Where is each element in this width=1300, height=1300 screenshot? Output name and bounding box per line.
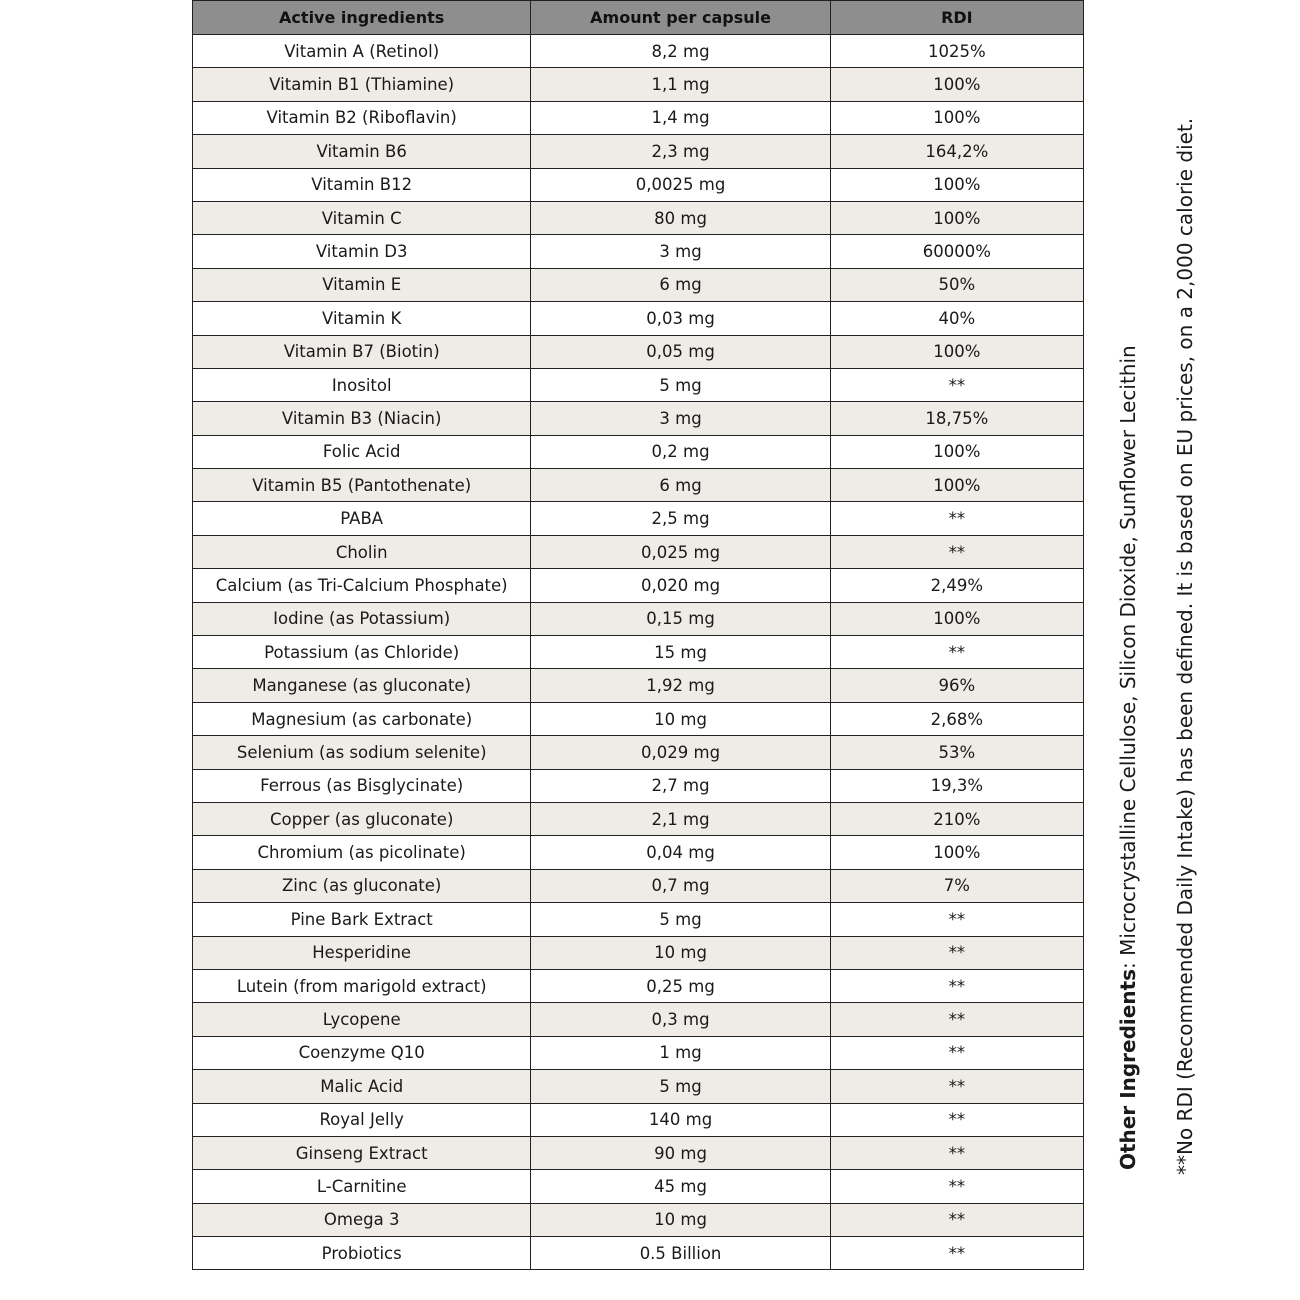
ingredient-cell: Vitamin B3 (Niacin) [193,402,531,435]
header-rdi: RDI [830,1,1083,35]
table-row [193,435,1084,468]
rdi-cell: 210% [830,802,1083,835]
ingredient-cell: L-Carnitine [193,1170,531,1203]
ingredient-cell: Manganese (as gluconate) [193,669,531,702]
rdi-cell: 7% [830,869,1083,902]
ingredient-cell: Zinc (as gluconate) [193,869,531,902]
rdi-cell: 2,49% [830,569,1083,602]
amount-cell: 6 mg [531,469,830,502]
amount-cell: 15 mg [531,636,830,669]
rdi-cell: 53% [830,736,1083,769]
table-header-row [193,1,1084,35]
other-ingredients-note [1116,345,1140,1170]
amount-cell: 10 mg [531,702,830,735]
table-row [193,903,1084,936]
table-row [193,1170,1084,1203]
ingredient-cell: Vitamin E [193,268,531,301]
ingredient-cell: Malic Acid [193,1070,531,1103]
amount-cell: 10 mg [531,1203,830,1236]
table-row [193,35,1084,68]
table-row [193,469,1084,502]
ingredient-cell: Hesperidine [193,936,531,969]
table-row [193,702,1084,735]
table-row [193,1070,1084,1103]
table-row [193,569,1084,602]
ingredient-cell: Chromium (as picolinate) [193,836,531,869]
rdi-cell: ** [830,1036,1083,1069]
rdi-cell: ** [830,936,1083,969]
rdi-cell: 100% [830,335,1083,368]
amount-cell: 0,25 mg [531,969,830,1002]
rdi-cell: ** [830,1237,1083,1270]
ingredient-cell: Selenium (as sodium selenite) [193,736,531,769]
rdi-cell: 164,2% [830,135,1083,168]
rdi-cell: ** [830,1003,1083,1036]
table-body [193,35,1084,1270]
amount-cell: 2,7 mg [531,769,830,802]
ingredient-cell: Vitamin A (Retinol) [193,35,531,68]
table-row [193,869,1084,902]
table-row [193,168,1084,201]
amount-cell: 2,1 mg [531,802,830,835]
rdi-cell: ** [830,1170,1083,1203]
ingredient-cell: Vitamin B6 [193,135,531,168]
ingredient-cell: Cholin [193,535,531,568]
table-row [193,201,1084,234]
rdi-cell: 1025% [830,35,1083,68]
amount-cell: 1,92 mg [531,669,830,702]
ingredient-cell: Vitamin K [193,302,531,335]
table-row [193,669,1084,702]
table-row [193,502,1084,535]
ingredient-cell: PABA [193,502,531,535]
rdi-cell: 100% [830,101,1083,134]
amount-cell: 2,5 mg [531,502,830,535]
rdi-cell: 40% [830,302,1083,335]
ingredient-cell: Lycopene [193,1003,531,1036]
amount-cell: 2,3 mg [531,135,830,168]
rdi-cell: 2,68% [830,702,1083,735]
table-row [193,368,1084,401]
amount-cell: 3 mg [531,402,830,435]
amount-cell: 5 mg [531,1070,830,1103]
ingredient-cell: Ginseng Extract [193,1136,531,1169]
ingredient-cell: Vitamin B1 (Thiamine) [193,68,531,101]
ingredient-cell: Probiotics [193,1237,531,1270]
table-row [193,736,1084,769]
rdi-cell: 100% [830,836,1083,869]
ingredient-cell: Inositol [193,368,531,401]
table-row [193,1237,1084,1270]
table-row [193,1103,1084,1136]
amount-cell: 0,03 mg [531,302,830,335]
table-row [193,135,1084,168]
ingredient-cell: Vitamin C [193,201,531,234]
table-row [193,535,1084,568]
rdi-cell: ** [830,1203,1083,1236]
ingredient-cell: Lutein (from marigold extract) [193,969,531,1002]
amount-cell: 0.5 Billion [531,1237,830,1270]
amount-cell: 90 mg [531,1136,830,1169]
rdi-cell: 50% [830,268,1083,301]
rdi-cell: ** [830,535,1083,568]
amount-cell: 0,04 mg [531,836,830,869]
amount-cell: 5 mg [531,903,830,936]
ingredient-cell: Iodine (as Potassium) [193,602,531,635]
rdi-cell: 100% [830,168,1083,201]
ingredient-cell: Vitamin B2 (Riboflavin) [193,101,531,134]
table-row [193,1003,1084,1036]
table-row [193,602,1084,635]
amount-cell: 0,05 mg [531,335,830,368]
ingredient-cell: Folic Acid [193,435,531,468]
rdi-cell: ** [830,1070,1083,1103]
amount-cell: 5 mg [531,368,830,401]
ingredient-cell: Calcium (as Tri-Calcium Phosphate) [193,569,531,602]
rdi-cell: 100% [830,435,1083,468]
amount-cell: 8,2 mg [531,35,830,68]
ingredient-cell: Royal Jelly [193,1103,531,1136]
table-row [193,101,1084,134]
rdi-cell: ** [830,502,1083,535]
amount-cell: 80 mg [531,201,830,234]
amount-cell: 3 mg [531,235,830,268]
table-row [193,769,1084,802]
amount-cell: 0,3 mg [531,1003,830,1036]
ingredient-cell: Vitamin B12 [193,168,531,201]
amount-cell: 1,1 mg [531,68,830,101]
rdi-cell: 19,3% [830,769,1083,802]
amount-cell: 140 mg [531,1103,830,1136]
table-row [193,936,1084,969]
ingredient-cell: Vitamin B5 (Pantothenate) [193,469,531,502]
rdi-cell: 100% [830,201,1083,234]
amount-cell: 10 mg [531,936,830,969]
amount-cell: 0,020 mg [531,569,830,602]
ingredient-cell: Omega 3 [193,1203,531,1236]
amount-cell: 0,0025 mg [531,168,830,201]
rdi-cell: 96% [830,669,1083,702]
table-row [193,836,1084,869]
ingredient-cell: Pine Bark Extract [193,903,531,936]
amount-cell: 0,7 mg [531,869,830,902]
amount-cell: 0,029 mg [531,736,830,769]
table-row [193,802,1084,835]
amount-cell: 0,15 mg [531,602,830,635]
rdi-cell: ** [830,969,1083,1002]
rdi-cell: 100% [830,68,1083,101]
ingredient-cell: Ferrous (as Bisglycinate) [193,769,531,802]
ingredient-cell: Vitamin B7 (Biotin) [193,335,531,368]
table-row [193,636,1084,669]
amount-cell: 1 mg [531,1036,830,1069]
rdi-cell: 100% [830,469,1083,502]
amount-cell: 0,2 mg [531,435,830,468]
ingredient-cell: Vitamin D3 [193,235,531,268]
amount-cell: 45 mg [531,1170,830,1203]
table-row [193,335,1084,368]
rdi-cell: ** [830,903,1083,936]
rdi-cell: ** [830,636,1083,669]
rdi-footnote: **No RDI (Recommended Daily Intake) has been defined. It is based on EU prices, on a 2,000 calorie diet. [1173,117,1197,1175]
table-row [193,235,1084,268]
rdi-cell: 60000% [830,235,1083,268]
ingredient-cell: Copper (as gluconate) [193,802,531,835]
table-row [193,402,1084,435]
ingredients-table [192,0,1084,1270]
header-active-ingredients: Active ingredients [193,1,531,35]
table-row [193,1136,1084,1169]
amount-cell: 0,025 mg [531,535,830,568]
rdi-cell: ** [830,1103,1083,1136]
rdi-cell: ** [830,368,1083,401]
ingredient-cell: Magnesium (as carbonate) [193,702,531,735]
rdi-cell: 100% [830,602,1083,635]
table-row [193,302,1084,335]
ingredient-cell: Potassium (as Chloride) [193,636,531,669]
table-row [193,68,1084,101]
table-row [193,1203,1084,1236]
header-amount-per-capsule: Amount per capsule [531,1,830,35]
amount-cell: 1,4 mg [531,101,830,134]
other-ingredients-text: : Microcrystalline Cellulose, Silicon Dioxide, Sunflower Lecithin [1116,345,1140,969]
table-row [193,1036,1084,1069]
ingredient-cell: Coenzyme Q10 [193,1036,531,1069]
table-row [193,268,1084,301]
rdi-cell: ** [830,1136,1083,1169]
amount-cell: 6 mg [531,268,830,301]
other-ingredients-label: Other Ingredients [1116,968,1140,1170]
rdi-cell: 18,75% [830,402,1083,435]
table-row [193,969,1084,1002]
